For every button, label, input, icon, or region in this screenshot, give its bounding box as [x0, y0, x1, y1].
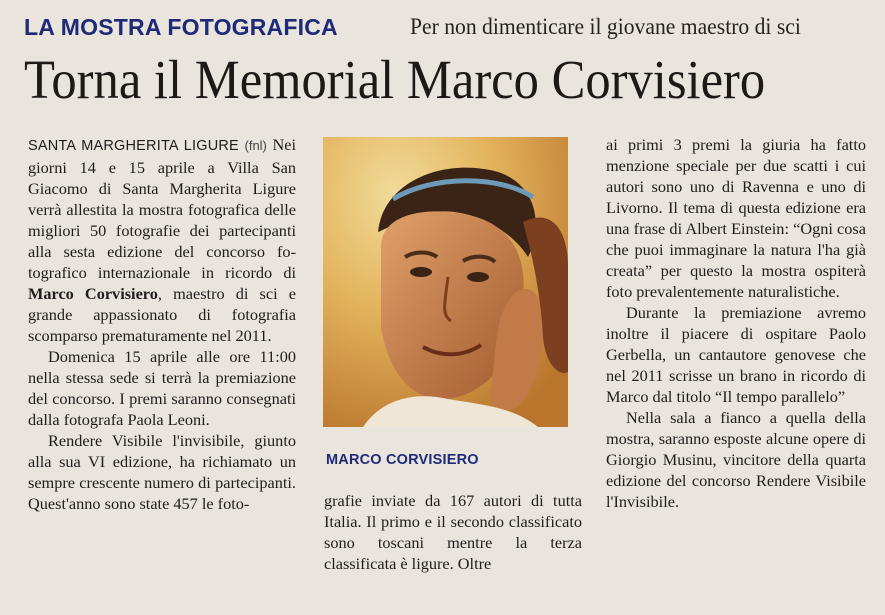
article-paragraph: Domenica 15 aprile alle ore 11:00 nella stessa sede si terrà la premiazione del concorso. I premi saranno consegnati dalla fotografa Paola Leoni. [28, 347, 296, 429]
article-paragraph: Durante la premiazione avremo inoltre il piacere di ospitare Paolo Gerbella, un cantautore genovese che nel 2011 scrisse un brano in ricordo di Marco dal titolo “Il tempo parallelo” [606, 303, 866, 406]
person-name: Marco Corvisiero [28, 284, 158, 303]
paragraph-text: Nei giorni 14 e 15 aprile a Villa San Giacomo di Santa Margherita Ligure verrà allestita la mostra fotografica delle migliori 50 fotografie dei partecipanti alla sesta edizione del concorso fotografico internazionale in ricordo di [28, 135, 296, 282]
article-paragraph: grafie inviate da 167 autori di tutta Italia. Il primo e il secondo classificato sono toscani mentre la terza classificata è ligure. Oltre [324, 491, 582, 573]
article-paragraph [28, 134, 296, 346]
dateline: SANTA MARGHERITA LIGURE [28, 138, 239, 154]
byline: (fnl) [244, 138, 267, 153]
subheadline: Per non dimenticare il giovane maestro di sci [410, 14, 801, 40]
article-paragraph: Rendere Visibile l'invisibile, giunto alla sua VI edizione, ha richiamato un sempre crescente numero di partecipanti. Quest'anno sono state 457 le foto- [28, 431, 296, 513]
paragraph-text: , maestro di sci e grande appassionato di fotografia scomparso prematuramente nel 2011. [28, 284, 296, 345]
article-paragraph: Nella sala a fianco a quella della mostra, saranno esposte alcune opere di Giorgio Musinu, vincitore della quarta edizione del concorso Rendere Visibile l'Invisibile. [606, 408, 866, 511]
section-kicker: LA MOSTRA FOTOGRAFICA [24, 14, 338, 40]
headline: Torna il Memorial Marco Corvisiero [24, 49, 766, 110]
article-column-1 [28, 134, 296, 580]
portrait-illustration [323, 137, 568, 427]
article-column-2 [324, 490, 582, 590]
article-column-3 [606, 134, 866, 582]
portrait-photo [323, 137, 568, 427]
article-paragraph: ai primi 3 premi la giuria ha fatto menzione speciale per due scatti i cui autori sono uno di Ravenna e uno di Livorno. Il tema di questa edizione era una frase di Albert Einstein: “Ogni cosa che puoi immaginare la natura l'ha già creata” per questo la mostra ospiterà foto prevalentemente naturalistiche. [606, 135, 866, 301]
photo-caption: MARCO CORVISIERO [326, 452, 479, 468]
